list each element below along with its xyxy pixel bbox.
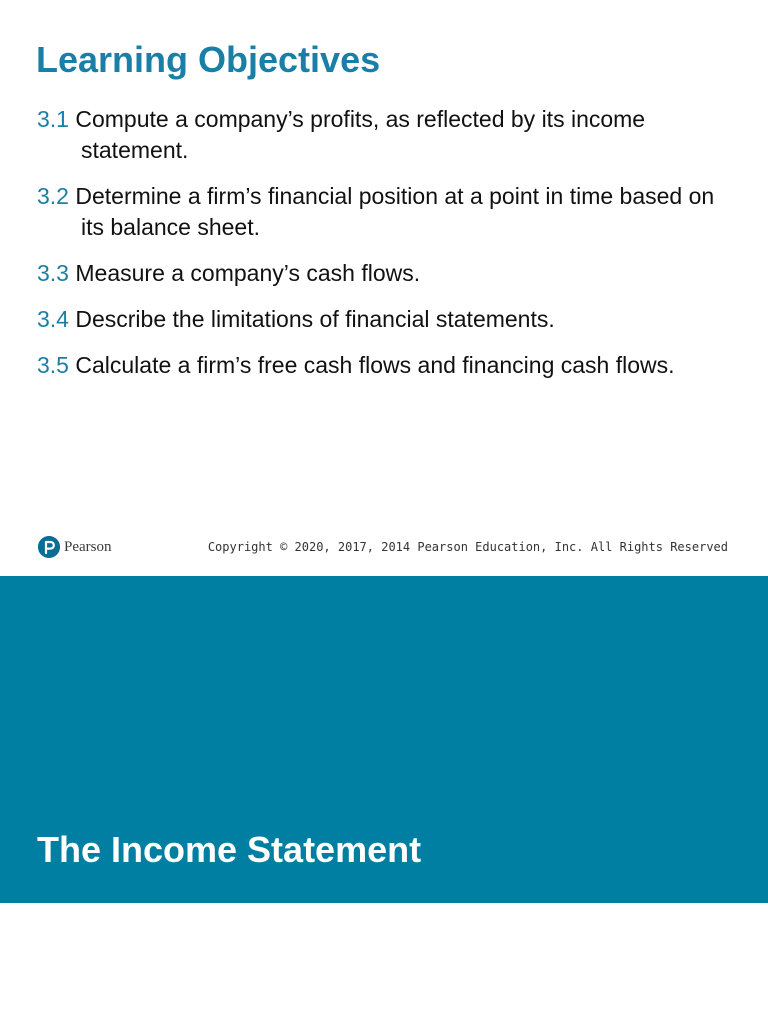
- objective-text: Measure a company’s cash flows.: [75, 260, 421, 286]
- section-title: The Income Statement: [37, 829, 422, 870]
- objective-number: 3.4: [37, 306, 69, 332]
- objectives-list: [37, 104, 737, 396]
- slide-footer: [0, 532, 768, 564]
- objective-text: Calculate a firm’s free cash flows and financing cash flows.: [75, 352, 675, 378]
- objective-item: [37, 350, 737, 381]
- objective-number: 3.2: [37, 183, 69, 209]
- objective-number: 3.5: [37, 352, 69, 378]
- logo-text: Pearson: [64, 538, 112, 555]
- objective-item: [37, 304, 737, 335]
- slide-title: Learning Objectives: [36, 39, 381, 80]
- objective-item: [37, 104, 737, 166]
- copyright-notice: Copyright © 2020, 2017, 2014 Pearson Education, Inc. All Rights Reserved: [207, 540, 728, 554]
- objective-text: Compute a company’s profits, as reflected by its income statement.: [75, 106, 646, 163]
- pearson-logo-icon: [38, 536, 60, 558]
- objective-number: 3.3: [37, 260, 69, 286]
- objective-item: [37, 181, 737, 243]
- blank-area: [0, 903, 768, 1024]
- objective-text: Determine a firm’s financial position at a point in time based on its balance sheet.: [75, 183, 715, 240]
- objective-item: [37, 258, 737, 289]
- objective-text: Describe the limitations of financial statements.: [75, 306, 555, 332]
- objective-number: 3.1: [37, 106, 69, 132]
- slide-section-header: [0, 576, 768, 903]
- pearson-logo: [38, 536, 112, 558]
